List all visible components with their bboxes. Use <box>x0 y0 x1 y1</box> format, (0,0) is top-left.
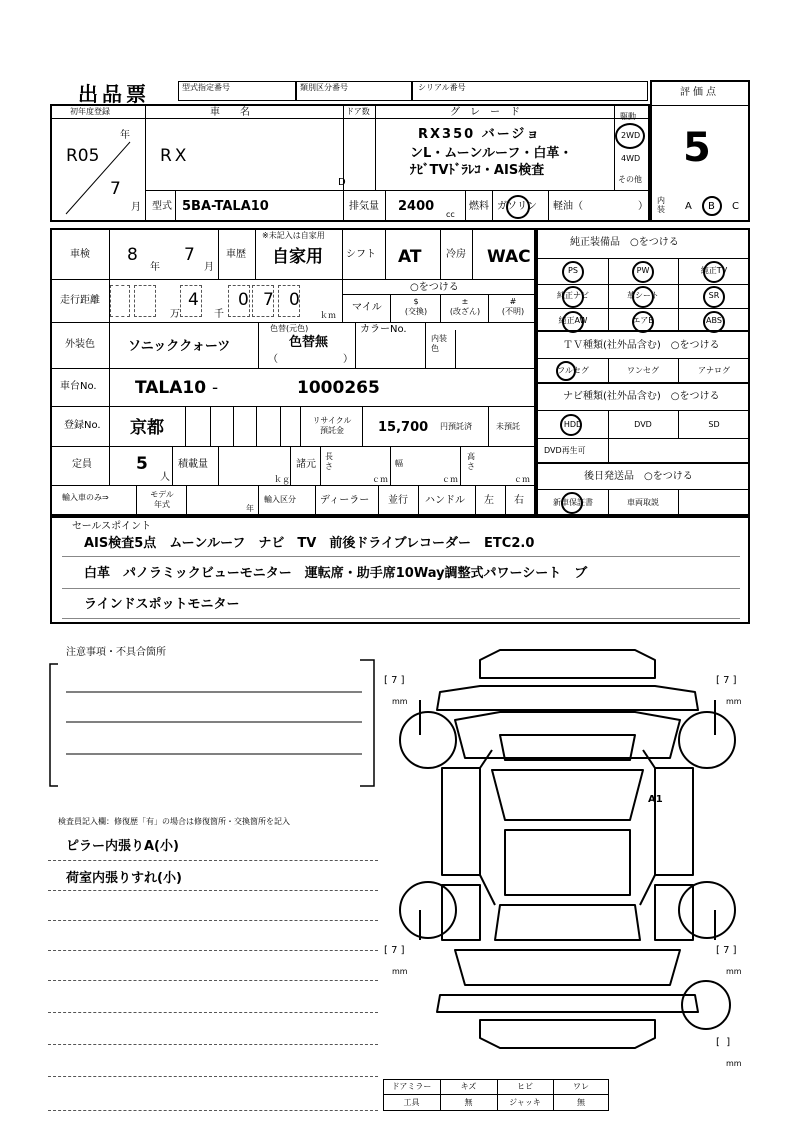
history-note: ※未記入は自家用 <box>262 231 325 240</box>
accessories-cell-4: 無 <box>577 1098 585 1107</box>
mileage-digit-box <box>180 285 202 317</box>
exterior-color-label: 外装色 <box>65 339 95 350</box>
equipment-item[interactable]: 革シート <box>627 291 659 300</box>
grade-line-3: ﾅﾋﾞTVﾄﾞﾗﾚｺ・AIS検査 <box>410 163 545 178</box>
equipment-item-circle <box>632 261 654 283</box>
interior-b[interactable]: B <box>708 201 715 212</box>
length-cm: ｃｍ <box>372 475 388 484</box>
grade-line-2: ンL・ムーンルーフ・白革・ <box>410 146 573 161</box>
handle-left[interactable]: 左 <box>484 495 494 506</box>
sales-point-line-3: ラインドスポットモニター <box>84 597 240 612</box>
tire-mm-fr: mm <box>726 697 742 706</box>
recycle-deposited[interactable]: 円預託済 <box>440 422 472 431</box>
mileage-sen-label: 千 <box>214 309 224 320</box>
capacity-person: 人 <box>160 472 170 483</box>
tv-fullseg-circle <box>556 361 576 381</box>
navi-label: ナビ種類(社外品含む) ○をつける <box>563 391 720 402</box>
exterior-color-value: ソニッククォーツ <box>128 339 231 354</box>
mileage-opt-unknown[interactable]: # (不明) <box>501 297 525 316</box>
mileage-label: 走行距離 <box>60 295 100 306</box>
accessories-header-3: ヒビ <box>517 1082 533 1091</box>
capacity-value: 5 <box>136 454 148 474</box>
sales-point-label: セールスポイント <box>72 521 152 532</box>
category-no-label: 類別区分番号 <box>300 83 348 92</box>
inspection-year-label: 年 <box>150 262 160 273</box>
tire-mm-rl: mm <box>392 967 408 976</box>
equipment-item[interactable]: PS <box>568 266 578 275</box>
first-reg-label: 初年度登録 <box>70 107 110 116</box>
capacity-label: 定員 <box>72 459 92 470</box>
tire-mm-fl: mm <box>392 697 408 706</box>
later-docs-label: 後日発送品 ○をつける <box>584 471 693 482</box>
navi-hdd[interactable]: HDD <box>563 420 583 429</box>
displacement-value: 2400 <box>398 199 435 214</box>
import-type-label: 輸入区分 <box>264 495 296 504</box>
registration-label: 登録No. <box>64 420 101 431</box>
mileage-digit-box <box>134 285 156 317</box>
drive-label: 駆動 <box>620 112 636 121</box>
navi-dvd[interactable]: DVD <box>634 420 652 429</box>
displacement-label: 排気量 <box>349 201 379 212</box>
cc-label: cc <box>446 210 455 219</box>
handle-right[interactable]: 右 <box>514 495 524 506</box>
inspection-year: 8 <box>127 245 138 265</box>
navi-hdd-circle <box>560 414 582 436</box>
import-parallel[interactable]: 並行 <box>388 495 408 506</box>
drive-4wd[interactable]: 4WD <box>621 154 641 163</box>
car-damage-diagram <box>380 640 760 1060</box>
height-cm: ｃｍ <box>514 475 530 484</box>
ac-label: 冷房 <box>446 249 466 260</box>
chassis-dash: - <box>212 378 219 398</box>
first-reg-slash <box>60 138 140 218</box>
serial-no-label: シリアル番号 <box>418 83 466 92</box>
width-label: 幅 <box>395 459 403 468</box>
mileage-digit-box <box>110 285 130 317</box>
interior-color-label: 内装 色 <box>431 334 447 353</box>
equipment-item[interactable]: 純正AW <box>558 316 588 325</box>
dims-label: 諸元 <box>296 459 316 470</box>
sales-point-line-1: AIS検査5点 ムーンルーフ ナビ TV 前後ドライブレコーダー ETC2.0 <box>84 536 535 551</box>
import-only-label: 輸入車のみ⇒ <box>62 493 109 502</box>
mileage-digit: 0 <box>289 290 300 310</box>
main-left-table <box>50 228 536 516</box>
shift-label: シフト <box>346 249 376 260</box>
drive-other[interactable]: その他 <box>618 175 642 184</box>
chassis-label: 車台No. <box>60 381 97 392</box>
tire-mm-rr: mm <box>726 967 742 976</box>
grade-line-1: RX350 バージョ <box>418 127 542 142</box>
mileage-digit: 4 <box>188 290 199 310</box>
drive-2wd[interactable]: 2WD <box>621 131 641 140</box>
accessories-header-4: ワレ <box>573 1082 589 1091</box>
sheet-title: 出品票 <box>78 82 150 106</box>
registration-value: 京都 <box>130 418 164 438</box>
tire-depth-fr: 7 <box>723 675 730 686</box>
equipment-item[interactable]: エアB <box>632 316 654 325</box>
inspection-month: 7 <box>184 245 195 265</box>
car-name-label: 車 名 <box>210 107 250 118</box>
inspection-label: 車検 <box>70 249 90 260</box>
tv-analog[interactable]: アナログ <box>698 366 730 375</box>
recycle-not-deposited[interactable]: 未預託 <box>496 422 520 431</box>
navi-sd[interactable]: SD <box>708 420 720 429</box>
car-name-value: RX <box>160 146 190 166</box>
history-label: 車歴 <box>226 249 246 260</box>
equipment-item[interactable]: 純正TV <box>700 266 728 275</box>
accessories-header-1: ドアミラー <box>391 1082 432 1091</box>
equipment-item[interactable]: SR <box>708 291 720 300</box>
color-no-label: カラーNo. <box>360 324 407 335</box>
tv-fullseg[interactable]: フルセグ <box>557 366 589 375</box>
doors-suffix: D <box>338 177 346 188</box>
load-kg: ｋｇ <box>274 475 290 484</box>
inspector-label: 検査員記入欄：修復歴「有」の場合は修復箇所・交換箇所を記入 <box>58 817 290 826</box>
interior-box <box>650 190 750 222</box>
mileage-digit: 0 <box>238 290 249 310</box>
fuel-light-oil[interactable]: 軽油（ <box>553 201 583 212</box>
tire-depth-rl: 7 <box>391 945 398 956</box>
fuel-gasoline[interactable]: ガソリン <box>497 201 537 212</box>
fuel-label: 燃料 <box>469 201 489 212</box>
mileage-opt-tampered[interactable]: ± (改ざん) <box>449 297 481 316</box>
handle-label: ハンドル <box>425 495 465 506</box>
later-docs-manual[interactable]: 車両取説 <box>627 498 659 507</box>
type-label: 型式 <box>152 201 172 212</box>
tire-bracket-spare: [ ] <box>716 1037 731 1048</box>
equipment-item-circle <box>703 261 725 283</box>
color-change-value: 色替無 <box>289 335 329 350</box>
color-paren-close: ） <box>343 354 353 365</box>
color-paren-open: （ <box>268 354 278 365</box>
doors-label: ドア数 <box>346 107 370 116</box>
sales-point-line-2: 白革 パノラミックビューモニター 運転席・助手席10Way調整式パワーシート ブ <box>84 566 588 581</box>
length-label: 長 さ <box>325 452 333 471</box>
accessories-header-2: キズ <box>460 1082 477 1091</box>
equipment-item-circle <box>703 286 725 308</box>
mileage-mile[interactable]: マイル <box>352 302 382 313</box>
first-reg-month: 7 <box>110 179 121 199</box>
drive-2wd-circle <box>615 123 645 149</box>
ac-value: WAC <box>487 247 531 267</box>
width-cm: ｃｍ <box>442 475 458 484</box>
model-no-label: 型式指定番号 <box>182 83 230 92</box>
mileage-digit: 7 <box>263 290 274 310</box>
equipment-item[interactable]: PW <box>636 266 650 275</box>
equipment-item-circle <box>562 261 584 283</box>
fuel-paren-close: ） <box>638 201 648 212</box>
damage-mark-a1: A1 <box>648 794 663 805</box>
shift-value: AT <box>398 247 422 267</box>
mileage-digit-box <box>252 285 274 317</box>
first-reg-month-label: 月 <box>131 202 141 213</box>
tire-bracket-rr: [ 7 ] <box>716 945 737 956</box>
chassis-model: TALA10 <box>135 378 207 398</box>
tv-label: ＴＶ種類(社外品含む) ○をつける <box>563 340 720 351</box>
later-docs-warranty[interactable]: 新車保証書 <box>553 498 593 507</box>
height-label: 高 さ <box>467 452 475 471</box>
history-value: 自家用 <box>272 247 323 267</box>
mileage-circle-label: ○をつける <box>410 282 459 293</box>
accessories-cell-2: 無 <box>464 1098 473 1107</box>
model-year-label: モデル 年式 <box>150 490 174 509</box>
inspector-line-2: 荷室内張りすれ(小) <box>66 871 182 886</box>
first-reg-year-label: 年 <box>120 130 130 141</box>
mileage-digit-box <box>228 285 250 317</box>
later-docs-warranty-circle <box>561 492 583 514</box>
tire-depth-fl: 7 <box>391 675 398 686</box>
tire-bracket-rl: [ 7 ] <box>384 945 405 956</box>
notes-box <box>44 656 384 796</box>
notes-label: 注意事項・不具合箇所 <box>66 647 166 658</box>
accessories-cell-1: 工具 <box>403 1098 420 1107</box>
interior-a[interactable]: A <box>685 201 692 212</box>
score-label: 評価点 <box>680 87 719 98</box>
tire-depth-rr: 7 <box>723 945 730 956</box>
mileage-opt-exchange[interactable]: $ (交換) <box>404 297 428 316</box>
score-value: 5 <box>683 125 711 171</box>
mileage-man-label: 万 <box>170 309 180 320</box>
accessories-cell-3: ジャッキ <box>509 1098 541 1107</box>
mileage-km-label: ｋｍ <box>320 311 336 320</box>
recycle-label: リサイクル 預託金 <box>312 416 352 435</box>
first-reg-era: R05 <box>66 146 100 166</box>
grade-label: グ レ ー ド <box>450 107 520 118</box>
color-change-label: 色替(元色) <box>270 324 309 333</box>
tire-mm-spare: mm <box>726 1059 742 1068</box>
fuel-circle <box>506 195 530 219</box>
model-year-suffix: 年 <box>246 504 254 513</box>
inspector-line-1: ピラー内張りA(小) <box>66 839 179 854</box>
mileage-digit-box <box>278 285 300 317</box>
equipment-item-circle <box>562 286 584 308</box>
chassis-number: 1000265 <box>297 378 380 398</box>
interior-c[interactable]: C <box>732 201 739 212</box>
tire-bracket-fr: [ 7 ] <box>716 675 737 686</box>
navi-dvd-playable[interactable]: DVD再生可 <box>544 446 586 455</box>
load-label: 積載量 <box>178 459 208 470</box>
tire-bracket-fl: [ 7 ] <box>384 675 405 686</box>
equipment-label: 純正装備品 ○をつける <box>570 237 679 248</box>
interior-label: 内装 <box>657 196 665 214</box>
inspection-month-label: 月 <box>204 262 214 273</box>
recycle-value: 15,700 <box>378 420 429 435</box>
equipment-item-circle <box>632 286 654 308</box>
equipment-item[interactable]: 純正ナビ <box>557 291 589 300</box>
equipment-item[interactable]: ABS <box>706 316 722 325</box>
type-value: 5BA-TALA10 <box>182 199 269 214</box>
tv-oneseg[interactable]: ワンセグ <box>627 366 659 375</box>
import-dealer[interactable]: ディーラー <box>320 495 370 506</box>
